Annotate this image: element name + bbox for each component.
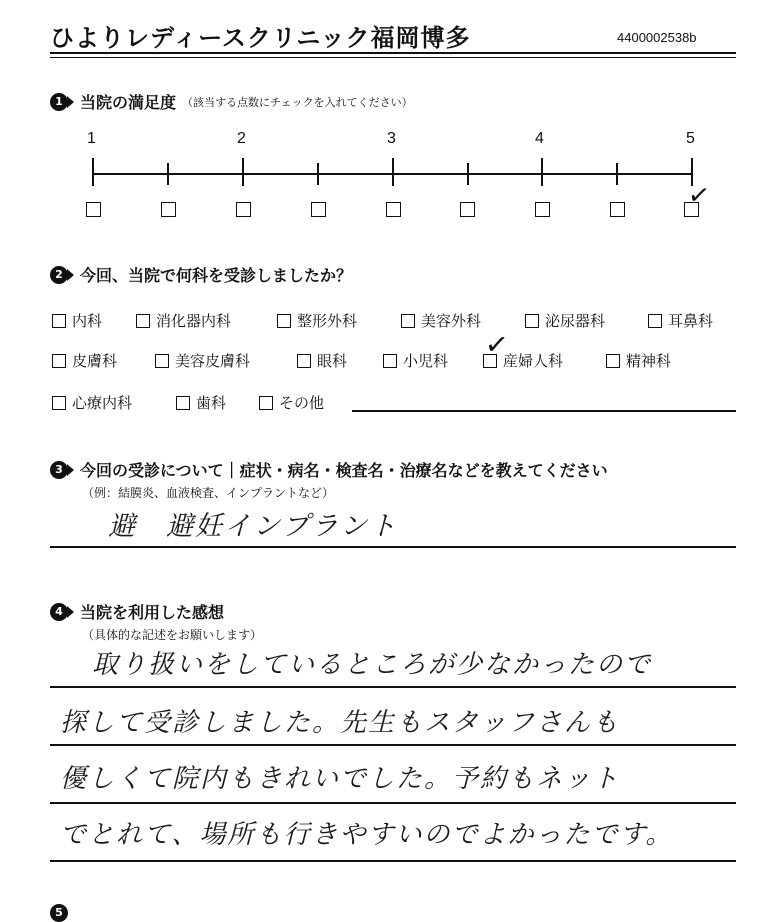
q4-title: 当院を利用した感想: [80, 603, 225, 622]
checkbox[interactable]: [525, 314, 539, 328]
scale-tick: [467, 163, 469, 185]
q4-answer-line[interactable]: [50, 686, 736, 688]
checkbox[interactable]: [383, 354, 397, 368]
score-checkbox[interactable]: [610, 202, 625, 217]
score-check-mark-icon: ✓: [686, 179, 712, 213]
score-checkbox[interactable]: [236, 202, 251, 217]
score-checkbox[interactable]: [386, 202, 401, 217]
q4-answer-line[interactable]: [50, 802, 736, 804]
q4-number-badge: 4: [50, 603, 68, 621]
option-label: 美容外科: [421, 312, 482, 330]
checkbox[interactable]: [52, 354, 66, 368]
scale-tick: [167, 163, 169, 185]
q3-title: 今回の受診について｜症状・病名・検査名・治療名などを教えてください: [80, 461, 608, 480]
q1-title: 当院の満足度: [80, 93, 177, 112]
checkbox[interactable]: [648, 314, 662, 328]
option-shokaki[interactable]: [136, 310, 231, 331]
scale-tick: [541, 158, 543, 186]
q3-heading: [50, 458, 608, 481]
q2-number-badge: 2: [50, 266, 68, 284]
score-checkbox[interactable]: [535, 202, 550, 217]
header-rule-thin: [50, 57, 736, 58]
scale-label-2: 2: [237, 130, 246, 147]
score-checkbox[interactable]: [311, 202, 326, 217]
q3-answer-line[interactable]: [50, 546, 736, 548]
scale-label-1: 1: [87, 130, 96, 147]
checkbox[interactable]: [401, 314, 415, 328]
option-seishin[interactable]: [606, 350, 671, 371]
q4-handwritten-line: でとれて、場所も行きやすいのでよかったです。: [60, 820, 674, 850]
option-label: 産婦人科: [503, 352, 564, 370]
q1-heading: [50, 90, 413, 113]
checkbox[interactable]: [606, 354, 620, 368]
option-label: 内科: [72, 312, 103, 330]
q3-handwritten-answer: 避 避妊インプラント: [108, 511, 398, 542]
q1-number-badge: 1: [50, 93, 68, 111]
checkbox[interactable]: [136, 314, 150, 328]
checkbox[interactable]: [176, 396, 190, 410]
option-biyou-geka[interactable]: [401, 310, 481, 331]
option-label: 耳鼻科: [668, 312, 714, 330]
scale-label-5: 5: [686, 130, 695, 147]
score-checkbox[interactable]: [161, 202, 176, 217]
option-jibi[interactable]: [648, 310, 713, 331]
option-label: 眼科: [317, 352, 348, 370]
score-checkbox[interactable]: [86, 202, 101, 217]
scale-tick: [92, 158, 94, 186]
scale-tick: [616, 163, 618, 185]
checkbox[interactable]: [155, 354, 169, 368]
option-shinryo[interactable]: [52, 392, 132, 413]
option-naika[interactable]: [52, 310, 102, 331]
q4-answer-line[interactable]: [50, 860, 736, 862]
checkbox[interactable]: [277, 314, 291, 328]
scale-tick: [317, 163, 319, 185]
q2-arrow-icon: [67, 269, 74, 281]
scale-label-4: 4: [535, 130, 544, 147]
scale-tick: [392, 158, 394, 186]
q3-number-badge: 3: [50, 461, 68, 479]
option-label: その他: [279, 394, 325, 412]
option-seikei[interactable]: [277, 310, 357, 331]
option-label: 精神科: [626, 352, 672, 370]
option-shouni[interactable]: [383, 350, 448, 371]
q5-number-badge: 5: [50, 904, 68, 922]
form-code: 4400002538b: [617, 30, 697, 45]
option-label: 心療内科: [72, 394, 133, 412]
scale-label-3: 3: [387, 130, 396, 147]
option-label: 整形外科: [297, 312, 358, 330]
q4-note: （具体的な記述をお願いします）: [82, 628, 263, 642]
option-hifu[interactable]: [52, 350, 117, 371]
option-label: 消化器内科: [156, 312, 232, 330]
dept-check-mark-icon: ✓: [483, 326, 511, 363]
option-label: 美容皮膚科: [175, 352, 251, 370]
q4-answer-line[interactable]: [50, 744, 736, 746]
clinic-title: ひよりレディースクリニック福岡博多: [50, 24, 471, 52]
option-label: 小児科: [403, 352, 449, 370]
q4-heading: [50, 600, 224, 623]
q4-handwritten-line: 取り扱いをしているところが少なかったので: [92, 650, 653, 680]
option-label: 歯科: [196, 394, 227, 412]
option-biyou-hifu[interactable]: [155, 350, 250, 371]
checkbox[interactable]: [259, 396, 273, 410]
q1-note: （該当する点数にチェックを入れてください）: [182, 95, 413, 109]
checkbox[interactable]: [52, 314, 66, 328]
checkbox[interactable]: [52, 396, 66, 410]
option-label: 皮膚科: [72, 352, 118, 370]
option-sonota[interactable]: [259, 392, 324, 413]
q4-handwritten-line: 優しくて院内もきれいでした。予約もネット: [60, 764, 621, 794]
q4-arrow-icon: [67, 606, 74, 618]
q2-title: 今回、当院で何科を受診しましたか？: [80, 266, 353, 285]
q1-arrow-icon: [67, 96, 74, 108]
q4-handwritten-line: 探して受診しました。先生もスタッフさんも: [60, 708, 621, 738]
scale-tick: [242, 158, 244, 186]
score-checkbox[interactable]: [460, 202, 475, 217]
checkbox[interactable]: [297, 354, 311, 368]
q2-heading: [50, 263, 352, 286]
q3-arrow-icon: [67, 464, 74, 476]
q5-heading: [50, 901, 68, 922]
option-label: 泌尿器科: [545, 312, 606, 330]
other-write-line[interactable]: [352, 410, 736, 412]
option-hinyouki[interactable]: [525, 310, 605, 331]
header-rule: [50, 52, 736, 54]
option-shika[interactable]: [176, 392, 226, 413]
q3-note: （例：結膜炎、血液検査、インプラントなど）: [82, 486, 335, 500]
option-ganka[interactable]: [297, 350, 347, 371]
